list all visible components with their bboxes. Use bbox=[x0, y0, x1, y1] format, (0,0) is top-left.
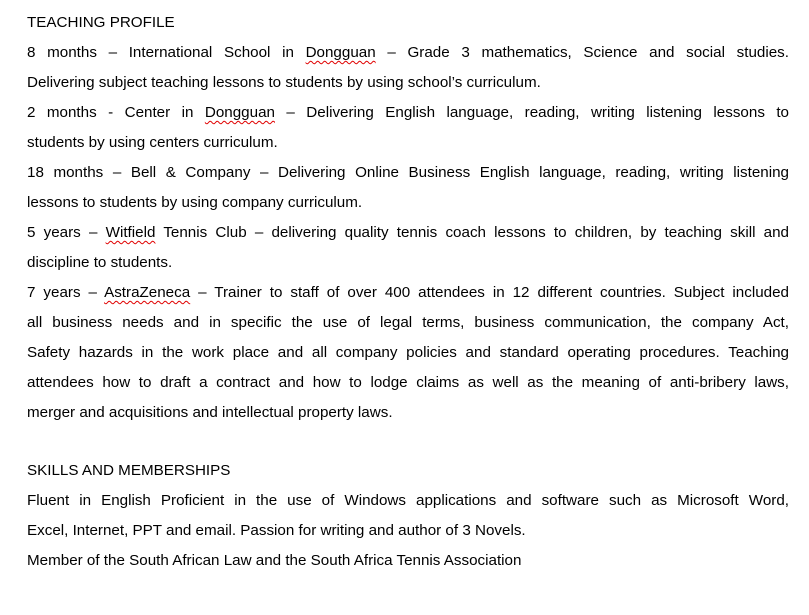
entry-line bbox=[27, 221, 789, 251]
spellcheck-flagged-word[interactable]: Dongguan bbox=[305, 44, 376, 61]
entry-line bbox=[27, 41, 789, 71]
entry-line: students by using centers curriculum. bbox=[27, 134, 278, 151]
entry-line: Safety hazards in the work place and all company policies and standard operating procedures. Teaching bbox=[27, 344, 789, 361]
text-segment: – Trainer to staff of over 400 attendees in 12 different countries. Subject included bbox=[190, 284, 789, 301]
spellcheck-flagged-word[interactable]: Dongguan bbox=[204, 104, 275, 121]
entry-line: attendees how to draft a contract and how to lodge claims as well as the meaning of anti-bribery laws, bbox=[27, 374, 789, 391]
text-segment: Tennis Club – delivering quality tennis coach lessons to children, by teaching skill and bbox=[155, 224, 789, 241]
skills-line: Fluent in English Proficient in the use of Windows applications and software such as Microsoft Word, bbox=[27, 492, 789, 509]
entry-line: Delivering subject teaching lessons to students by using school’s curriculum. bbox=[27, 74, 541, 91]
entry-line: 18 months – Bell & Company – Delivering Online Business English language, reading, writing listening bbox=[27, 164, 789, 181]
entry-line bbox=[27, 101, 789, 131]
section-heading-teaching-profile: TEACHING PROFILE bbox=[27, 14, 175, 31]
document-page bbox=[27, 11, 789, 579]
blank-line bbox=[27, 431, 789, 459]
section-heading-skills-memberships: SKILLS AND MEMBERSHIPS bbox=[27, 462, 231, 479]
text-segment: – Grade 3 mathematics, Science and social studies. bbox=[375, 44, 789, 61]
entry-line: lessons to students by using company curriculum. bbox=[27, 194, 363, 211]
entry-line bbox=[27, 281, 789, 311]
spellcheck-flagged-word[interactable]: Witfield bbox=[105, 224, 156, 241]
skills-line: Excel, Internet, PPT and email. Passion for writing and author of 3 Novels. bbox=[27, 522, 526, 539]
entry-line: merger and acquisitions and intellectual property laws. bbox=[27, 404, 393, 421]
text-segment: 7 years – bbox=[27, 284, 105, 301]
text-segment: 2 months - Center in bbox=[27, 104, 205, 121]
membership-line: Member of the South African Law and the South Africa Tennis Association bbox=[27, 552, 522, 569]
entry-line: discipline to students. bbox=[27, 254, 173, 271]
text-segment: 5 years – bbox=[27, 224, 106, 241]
entry-line: all business needs and in specific the use of legal terms, business communication, the company Act, bbox=[27, 314, 789, 331]
spellcheck-flagged-word[interactable]: AstraZeneca bbox=[104, 284, 191, 301]
text-segment: – Delivering English language, reading, writing listening lessons to bbox=[274, 104, 790, 121]
text-segment: 8 months – International School in bbox=[27, 44, 306, 61]
